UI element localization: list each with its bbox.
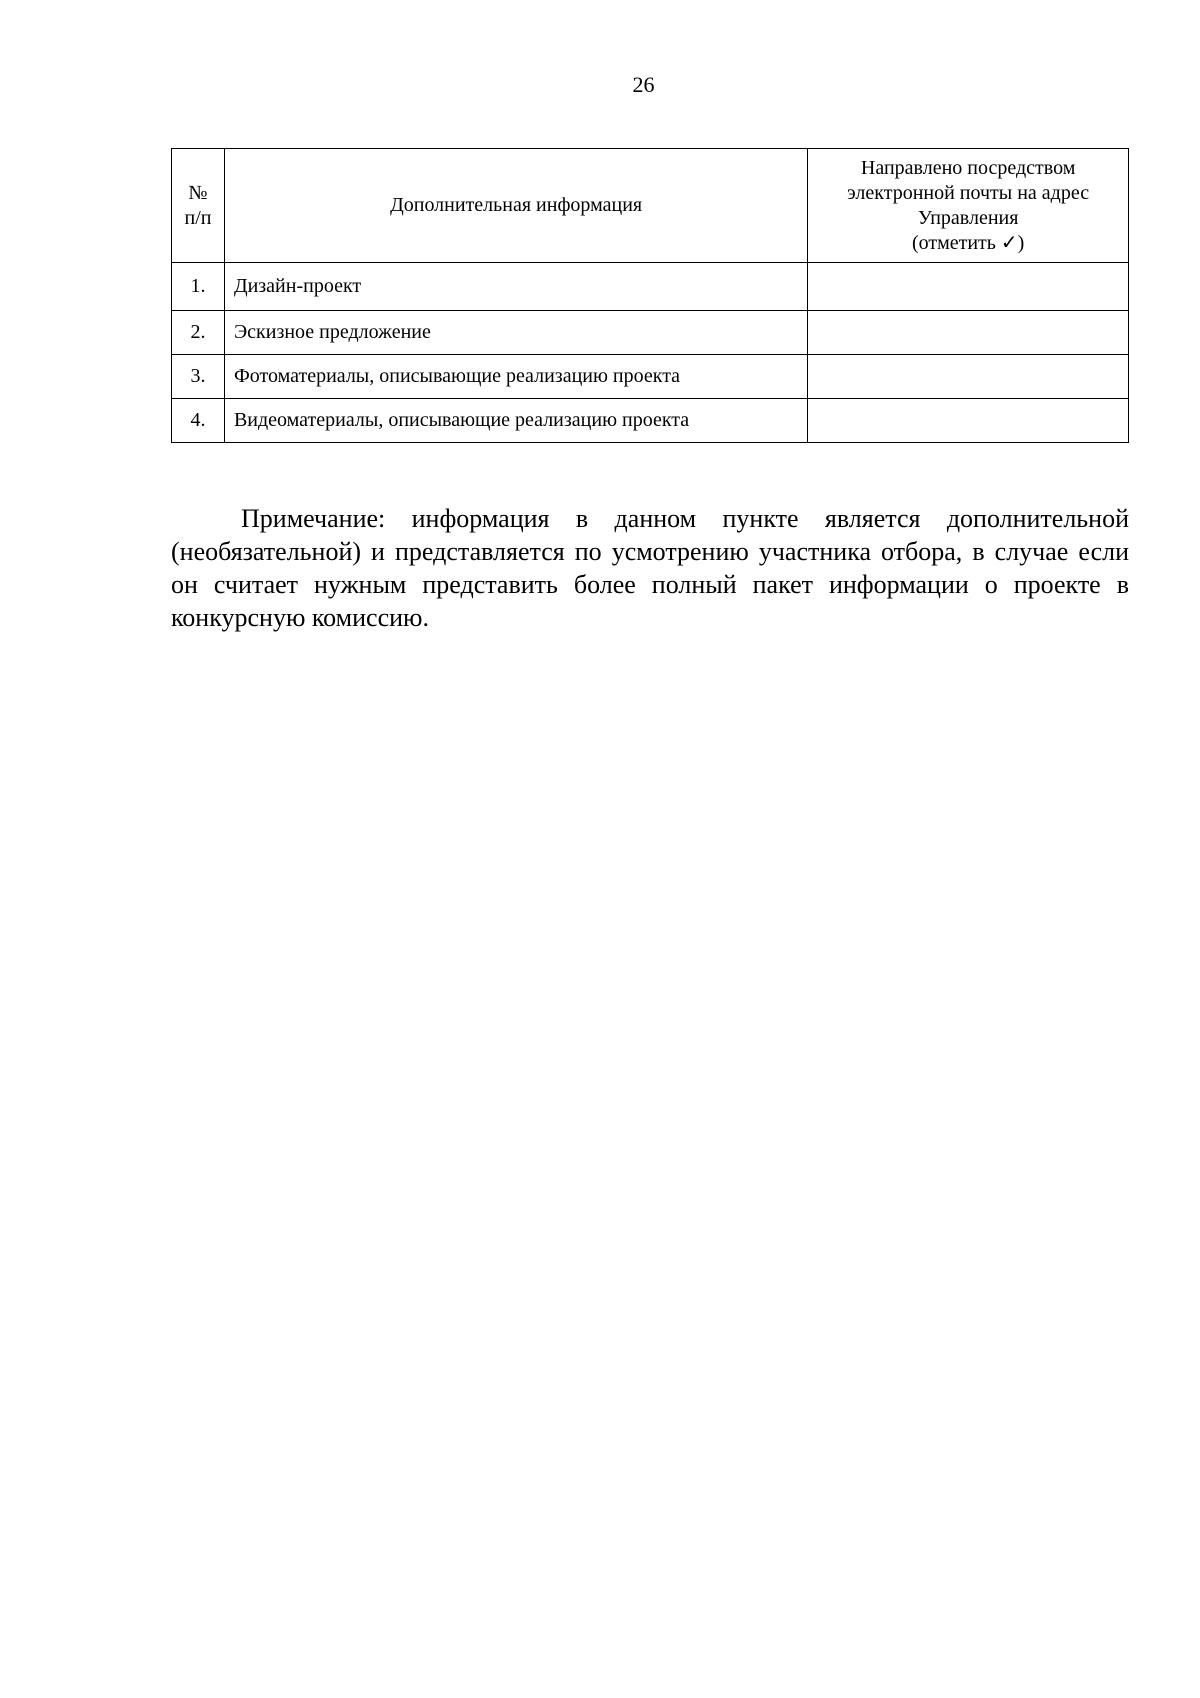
header-mail-line-3: Управления <box>917 206 1019 229</box>
header-mail-line-2: электронной почты на адрес <box>847 181 1090 204</box>
table-header-row <box>172 149 1129 263</box>
header-info-label: Дополнительная информация <box>390 194 643 216</box>
row-number: 2. <box>172 311 225 355</box>
header-number-column <box>172 149 225 263</box>
table-row <box>172 263 1129 311</box>
row-checkmark-cell[interactable] <box>808 263 1129 311</box>
page-number: 26 <box>632 72 655 97</box>
row-info: Дизайн-проект <box>224 263 807 311</box>
header-mail-line-4: (отметить ✓) <box>911 231 1025 254</box>
row-info: Фотоматериалы, описывающие реализацию проекта <box>224 355 807 399</box>
note-paragraph: Примечание: информация в данном пункте является дополнительной (необязательной) и представляется по усмотрению участника отбора, в случае если он считает нужным представить более полный пакет информации о проекте в конкурсную комиссию. <box>171 504 1129 632</box>
row-number: 3. <box>172 355 225 399</box>
header-mail-line-1: Направлено посредством <box>860 156 1076 179</box>
row-number: 1. <box>172 263 225 311</box>
table-row <box>172 399 1129 443</box>
header-number-abbrev: п/п <box>184 206 212 229</box>
row-checkmark-cell[interactable] <box>808 355 1129 399</box>
header-mail-column <box>808 149 1129 263</box>
row-checkmark-cell[interactable] <box>808 399 1129 443</box>
header-number-symbol: № <box>188 181 208 204</box>
header-info-column <box>224 149 807 263</box>
row-info: Эскизное предложение <box>224 311 807 355</box>
table-row <box>172 311 1129 355</box>
additional-info-table <box>171 148 1129 443</box>
row-number: 4. <box>172 399 225 443</box>
row-checkmark-cell[interactable] <box>808 311 1129 355</box>
table-row <box>172 355 1129 399</box>
row-info: Видеоматериалы, описывающие реализацию проекта <box>224 399 807 443</box>
